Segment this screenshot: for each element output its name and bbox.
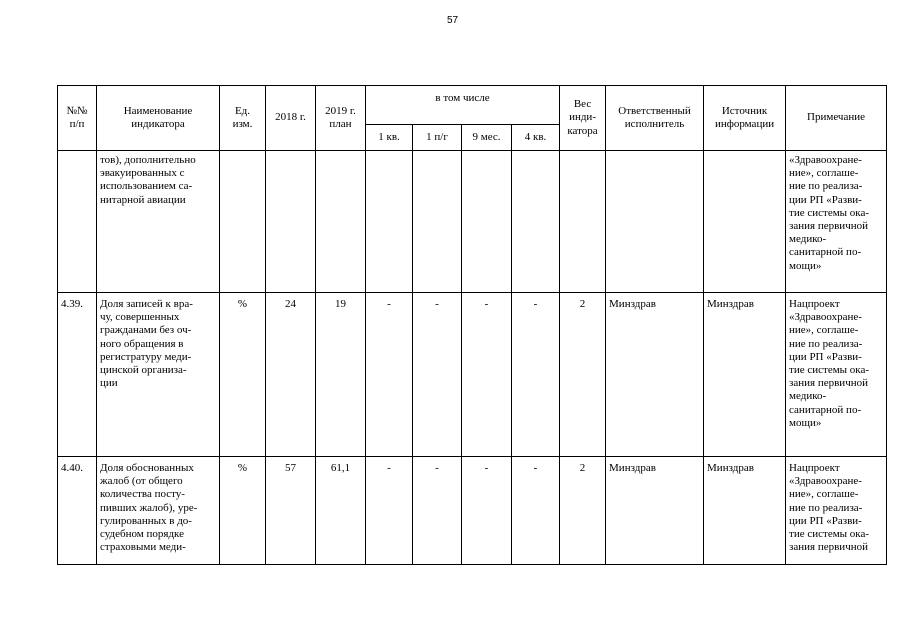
cell-2019 bbox=[316, 151, 366, 293]
cell-weight: 2 bbox=[560, 457, 606, 565]
cell-unit bbox=[220, 151, 266, 293]
cell-num: 4.39. bbox=[58, 293, 97, 457]
cell-q1: - bbox=[366, 457, 413, 565]
cell-responsible: Минздрав bbox=[606, 457, 704, 565]
col-header-9m: 9 мес. bbox=[462, 125, 512, 151]
cell-num: 4.40. bbox=[58, 457, 97, 565]
cell-q4: - bbox=[512, 457, 560, 565]
cell-note: Нацпроект «Здравоохране- ние», соглаше- ние по реализа- ции РП «Разви- тие системы ока- зания первичной медико- санитарной по- мощи» bbox=[786, 293, 887, 457]
cell-responsible: Минздрав bbox=[606, 293, 704, 457]
col-header-unit: Ед. изм. bbox=[220, 86, 266, 151]
cell-source: Минздрав bbox=[704, 293, 786, 457]
col-header-q4: 4 кв. bbox=[512, 125, 560, 151]
table-row bbox=[58, 457, 887, 565]
cell-source: Минздрав bbox=[704, 457, 786, 565]
cell-source bbox=[704, 151, 786, 293]
cell-q1 bbox=[366, 151, 413, 293]
cell-unit: % bbox=[220, 457, 266, 565]
col-header-q1: 1 кв. bbox=[366, 125, 413, 151]
cell-h1: - bbox=[413, 457, 462, 565]
cell-note: «Здравоохране- ние», соглаше- ние по реализа- ции РП «Разви- тие системы ока- зания первичной медико- санитарной по- мощи» bbox=[786, 151, 887, 293]
cell-9m: - bbox=[462, 457, 512, 565]
cell-note: Нацпроект «Здравоохране- ние», соглаше- ние по реализа- ции РП «Разви- тие системы ока- зания первичной bbox=[786, 457, 887, 565]
col-header-name: Наименование индикатора bbox=[97, 86, 220, 151]
col-header-including: в том числе bbox=[366, 86, 560, 125]
cell-unit: % bbox=[220, 293, 266, 457]
cell-q4 bbox=[512, 151, 560, 293]
cell-2019: 19 bbox=[316, 293, 366, 457]
col-header-note: Примечание bbox=[786, 86, 887, 151]
cell-9m bbox=[462, 151, 512, 293]
cell-name: Доля записей к вра- чу, совершенных гражданами без оч- ного обращения в регистратуру меди- цинской организа- ции bbox=[97, 293, 220, 457]
indicators-table bbox=[57, 85, 887, 565]
col-header-source: Источник информации bbox=[704, 86, 786, 151]
col-header-weight: Вес инди- катора bbox=[560, 86, 606, 151]
cell-weight bbox=[560, 151, 606, 293]
col-header-num: №№ п/п bbox=[58, 86, 97, 151]
header-row bbox=[58, 86, 887, 125]
cell-9m: - bbox=[462, 293, 512, 457]
page-number: 57 bbox=[446, 15, 459, 26]
col-header-2019-plan: 2019 г. план bbox=[316, 86, 366, 151]
cell-h1: - bbox=[413, 293, 462, 457]
cell-num bbox=[58, 151, 97, 293]
table-row bbox=[58, 293, 887, 457]
cell-2018: 57 bbox=[266, 457, 316, 565]
cell-2019: 61,1 bbox=[316, 457, 366, 565]
col-header-responsible: Ответственный исполнитель bbox=[606, 86, 704, 151]
cell-2018 bbox=[266, 151, 316, 293]
cell-2018: 24 bbox=[266, 293, 316, 457]
col-header-h1: 1 п/г bbox=[413, 125, 462, 151]
table-row bbox=[58, 151, 887, 293]
cell-weight: 2 bbox=[560, 293, 606, 457]
cell-q1: - bbox=[366, 293, 413, 457]
cell-name: Доля обоснованных жалоб (от общего количества посту- пивших жалоб), уре- гулированных в до- судебном порядке страховыми меди- bbox=[97, 457, 220, 565]
cell-name: тов), дополнительно эвакуированных с использованием са- нитарной авиации bbox=[97, 151, 220, 293]
col-header-2018: 2018 г. bbox=[266, 86, 316, 151]
cell-responsible bbox=[606, 151, 704, 293]
cell-q4: - bbox=[512, 293, 560, 457]
cell-h1 bbox=[413, 151, 462, 293]
